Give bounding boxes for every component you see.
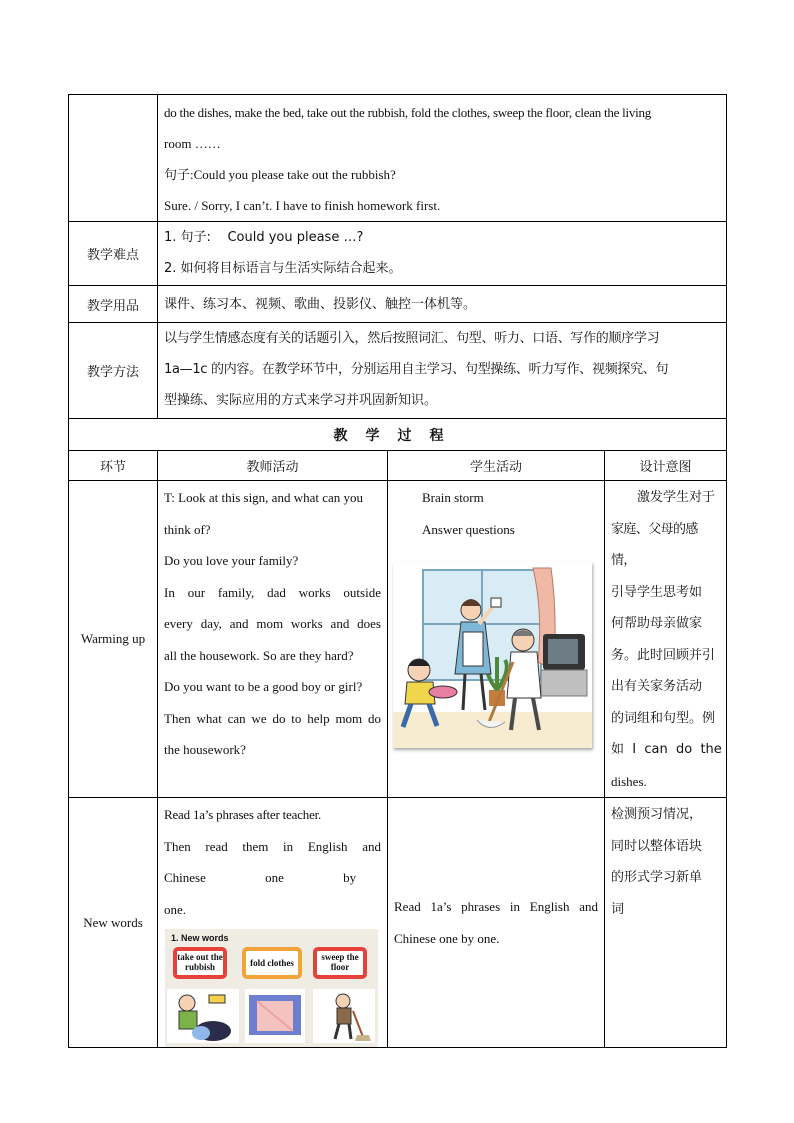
intent-line: 出有关家务活动 [611,679,703,694]
teacher-line: Read 1a’s phrases after teacher. [164,807,322,822]
teacher-line: all the housework. So are they hard? [164,647,354,663]
content-row [69,95,727,222]
card-picture-rubbish [167,989,239,1043]
intent-line: 词 [611,901,625,917]
card-title: 1. New words [171,933,229,943]
intent-line: dishes. [611,773,647,789]
header-row [69,451,727,481]
card-phrase-take-out: take out the rubbish [173,947,227,979]
method-line: 以与学生情感态度有关的话题引入，然后按照词汇、句型、听力、口语、写作的顺序学习 [164,331,660,346]
tools-row [69,286,727,323]
method-row [69,323,727,419]
warming-student-cell [388,481,605,798]
teacher-phrase: Chinese one by one. [164,870,357,917]
method-line: 1a—1c 的内容。在教学环节中，分别运用自主学习、句型操练、听力写作、视频探究、句 [164,362,669,377]
teacher-line [164,862,381,925]
teacher-line: think of? [164,521,211,537]
process-title-row [69,419,727,451]
teacher-line: Do you love your family? [164,553,299,568]
intent-line: 检测预习情况， [611,807,703,822]
tools-cell [158,286,727,323]
intent-line: 家庭、父母的感情， [611,521,698,568]
intent-line: 如 I can do the [611,742,722,757]
card-phrase-fold: fold clothes [242,947,302,979]
student-line: Chinese one by one. [394,930,500,946]
header-teacher: 教师活动 [158,451,388,481]
difficulty-item: 2. 如何将目标语言与生活实际结合起来。 [164,261,402,276]
teacher-line: T: Look at this sign, and what can you [164,490,364,505]
card-picture-sweep [313,989,375,1043]
content-answer: Sure. / Sorry, I can’t. I have to finish homework first. [164,198,441,213]
intent-line: 引导学生思考如 [611,584,703,600]
content-cell [158,95,727,222]
card-picture-clothes [245,989,305,1043]
lesson-plan-table [68,94,727,1048]
student-line: Brain storm [422,490,484,505]
difficulty-item: 1. 句子: Could you please …? [164,230,364,245]
process-title: 教学过程 [69,419,727,451]
student-line: Read 1a’s phrases in English and [394,899,598,914]
new-words-card [165,929,378,1047]
content-label-cell [69,95,158,222]
intent-line: 激发学生对于 [637,490,716,505]
teacher-line: every day, and mom works and does [164,616,381,631]
teacher-line: the housework? [164,742,246,757]
difficulty-cell [158,222,727,286]
tools-label: 教学用品 [69,286,158,323]
content-sentence: 句子:Could you please take out the rubbish? [164,167,396,182]
intent-line: 的词组和句型。例 [611,710,716,726]
warming-row [69,481,727,798]
student-line: Answer questions [422,521,515,537]
difficulty-label: 教学难点 [69,222,158,286]
teacher-line: In our family, dad works outside [164,584,381,600]
method-line: 型操练、实际应用的方式来学习并巩固新知识。 [164,393,438,408]
method-cell [158,323,727,419]
new-words-row [69,798,727,1048]
card-phrase-sweep: sweep the floor [313,947,367,979]
method-label: 教学方法 [69,323,158,419]
teacher-line: Then read them in English and [164,838,381,854]
teacher-line: Then what can we do to help mom do [164,710,381,726]
header-student: 学生活动 [388,451,605,481]
content-line: room …… [164,136,221,151]
warming-stage: Warming up [69,481,158,798]
new-words-teacher-cell [158,798,388,1048]
new-words-student-cell [388,798,605,1048]
header-stage: 环节 [69,451,158,481]
warming-teacher-cell [158,481,388,798]
tools-text: 课件、练习本、视频、歌曲、投影仪、触控一体机等。 [164,296,477,312]
intent-line: 同时以整体语块 [611,838,703,854]
intent-line: 何帮助母亲做家 [611,616,703,631]
header-intent: 设计意图 [605,451,727,481]
new-words-intent-cell [605,798,727,1048]
intent-line: 的形式学习新单 [611,870,703,885]
new-words-stage: New words [69,798,158,1048]
warming-intent-cell [605,481,727,798]
intent-line: 务。此时回顾并引 [611,647,716,663]
housework-illustration [393,562,592,748]
difficulty-row [69,222,727,286]
teacher-line: Do you want to be a good boy or girl? [164,679,363,694]
content-line: do the dishes, make the bed, take out the rubbish, fold the clothes, sweep the floor, clean the living [164,105,651,120]
